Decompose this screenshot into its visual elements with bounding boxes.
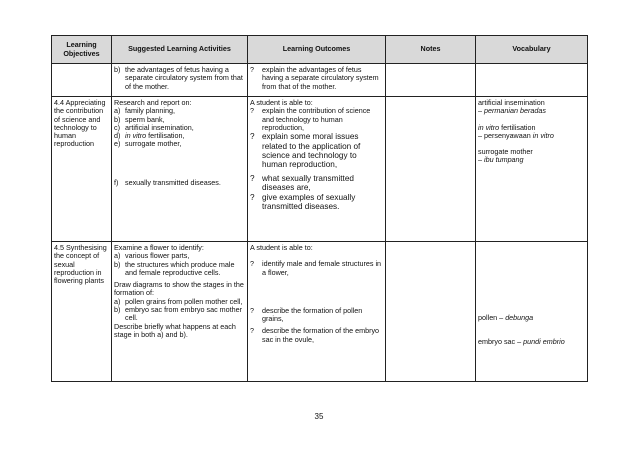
syllabus-table bbox=[51, 35, 588, 382]
header-outcomes: Learning Outcomes bbox=[248, 36, 386, 64]
list-item: b) the advantages of fetus having a separate circulatory system from that of the mother. bbox=[114, 65, 243, 91]
list-item: ? explain the contribution of science and technology to human reproduction, bbox=[250, 106, 371, 132]
outcome-cell bbox=[248, 64, 386, 97]
notes-cell bbox=[386, 242, 476, 382]
vocab-term: embryo sac – pundi embrio bbox=[478, 337, 565, 347]
list-item: ? give examples of sexually transmitted diseases. bbox=[250, 192, 356, 212]
activity-describe: Describe briefly what happens at each stage in both a) and b). bbox=[114, 321, 236, 339]
page-number: 35 bbox=[314, 412, 324, 421]
table-row bbox=[52, 64, 588, 97]
list-item: ? describe the formation of the embryo sac in the ovule, bbox=[250, 326, 380, 344]
activity-cell bbox=[112, 242, 248, 382]
vocab-term: artificial insemination bbox=[478, 98, 545, 107]
list-item: e) surrogate mother, bbox=[114, 139, 182, 149]
vocab-translation: – ibu tumpang bbox=[478, 155, 524, 165]
list-item: a) family planning, bbox=[114, 106, 175, 116]
list-item: b) the structures which produce male and female reproductive cells. bbox=[114, 259, 235, 277]
outcome-intro: A student is able to: bbox=[250, 98, 313, 107]
outcome-cell bbox=[248, 242, 386, 382]
outcome-cell bbox=[248, 97, 386, 242]
vocabulary-cell bbox=[476, 97, 588, 242]
vocab-translation: – permanian beradas bbox=[478, 106, 546, 116]
activity-intro: Examine a flower to identify: bbox=[114, 243, 204, 252]
vocab-term: surrogate mother bbox=[478, 147, 533, 157]
list-item: b) sperm bank, bbox=[114, 114, 165, 124]
list-item: a) various flower parts, bbox=[114, 251, 190, 261]
list-item: a) pollen grains from pollen mother cell, bbox=[114, 296, 243, 306]
list-item: f) sexually transmitted diseases. bbox=[114, 177, 221, 187]
list-item: ? what sexually transmitted diseases are, bbox=[250, 173, 354, 193]
vocabulary-cell bbox=[476, 242, 588, 382]
list-item: ? describe the formation of pollen grains, bbox=[250, 305, 363, 324]
table-row bbox=[52, 97, 588, 242]
objective-cell bbox=[52, 64, 112, 97]
list-item: ? explain the advantages of fetus having a separate circulatory system from that of the mother. bbox=[250, 65, 379, 91]
notes-cell bbox=[386, 97, 476, 242]
activity-intro: Research and report on: bbox=[114, 98, 192, 107]
header-notes: Notes bbox=[386, 36, 476, 64]
activity-cell bbox=[112, 97, 248, 242]
objective-cell: 4.4 Appreciating the contribution of science and technology to human reproduction bbox=[52, 97, 112, 242]
header-row bbox=[52, 36, 588, 64]
vocab-term: in vitro fertilisation bbox=[478, 122, 536, 132]
header-objectives: Learning Objectives bbox=[52, 36, 112, 64]
activity-cell bbox=[112, 64, 248, 97]
outcome-intro: A student is able to: bbox=[250, 243, 313, 252]
list-item: d) in vitro fertilisation, bbox=[114, 131, 185, 141]
vocab-translation: – persenyawaan in vitro bbox=[478, 130, 554, 140]
table-row bbox=[52, 242, 588, 382]
list-item: b) embryo sac from embryo sac mother cell. bbox=[114, 305, 243, 323]
activity-draw: Draw diagrams to show the stages in the formation of: bbox=[114, 280, 244, 298]
notes-cell bbox=[386, 64, 476, 97]
header-activities: Suggested Learning Activities bbox=[112, 36, 248, 64]
list-item: ? explain some moral issues related to the application of science and technology to human reproduction, bbox=[250, 132, 361, 170]
vocabulary-cell bbox=[476, 64, 588, 97]
list-item: c) artificial insemination, bbox=[114, 122, 194, 132]
vocab-term: pollen – debunga bbox=[478, 313, 534, 322]
objective-cell: 4.5 Synthesising the concept of sexual reproduction in flowering plants bbox=[52, 242, 112, 382]
list-item: ? identify male and female structures in a flower, bbox=[250, 259, 382, 277]
header-vocabulary: Vocabulary bbox=[476, 36, 588, 64]
